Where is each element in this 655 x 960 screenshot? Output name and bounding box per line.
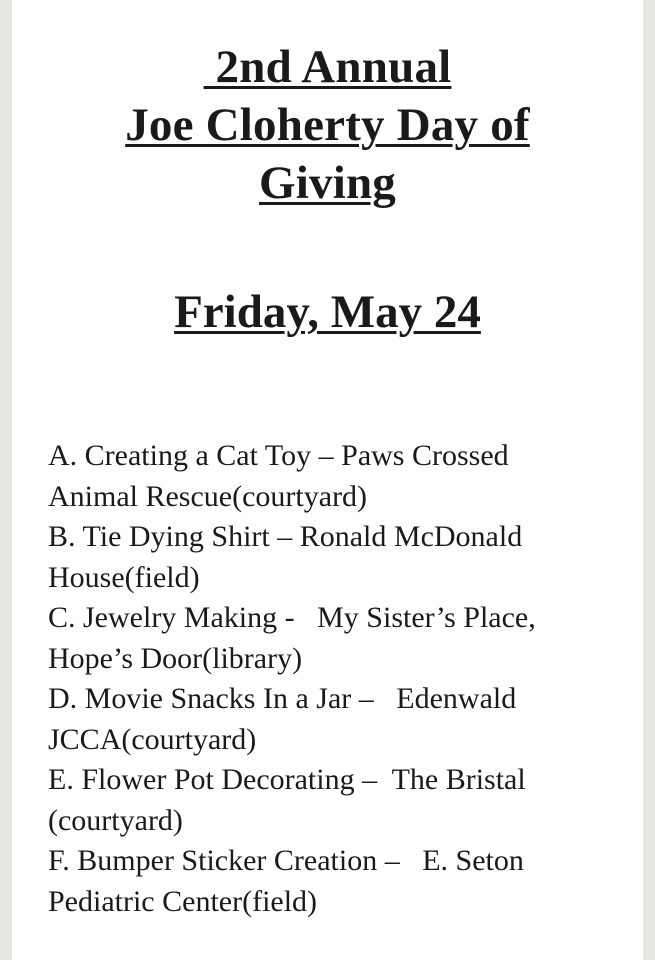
activity-list [48,436,638,922]
activity-b-line-1: B. Tie Dying Shirt – Ronald McDonald [48,520,523,553]
flyer-page [12,0,643,960]
activity-f-line-2: Pediatric Center(field) [48,884,318,918]
title-line-2: Joe Cloherty Day of [125,99,530,151]
activity-c-line-1: C. Jewelry Making - My Sister’s Place, [48,601,536,634]
activity-a-line-1: A. Creating a Cat Toy – Paws Crossed [48,439,509,472]
activity-e-line-1: E. Flower Pot Decorating – The Bristal [48,763,526,796]
event-date: Friday, May 24 [174,286,481,338]
title-line-3: Giving [258,157,396,209]
activity-a-line-2: Animal Rescue(courtyard) [48,479,368,513]
activity-d-line-2: JCCA(courtyard) [48,722,257,756]
activity-d-line-1: D. Movie Snacks In a Jar – Edenwald [48,682,517,715]
activity-b-line-2: House(field) [48,560,200,594]
activity-e-line-2: (courtyard) [48,803,183,837]
activity-c-line-2: Hope’s Door(library) [48,641,303,675]
title-line-1: 2nd Annual [203,41,452,93]
event-title [12,38,643,212]
activity-f-line-1: F. Bumper Sticker Creation – E. Seton [48,844,524,877]
